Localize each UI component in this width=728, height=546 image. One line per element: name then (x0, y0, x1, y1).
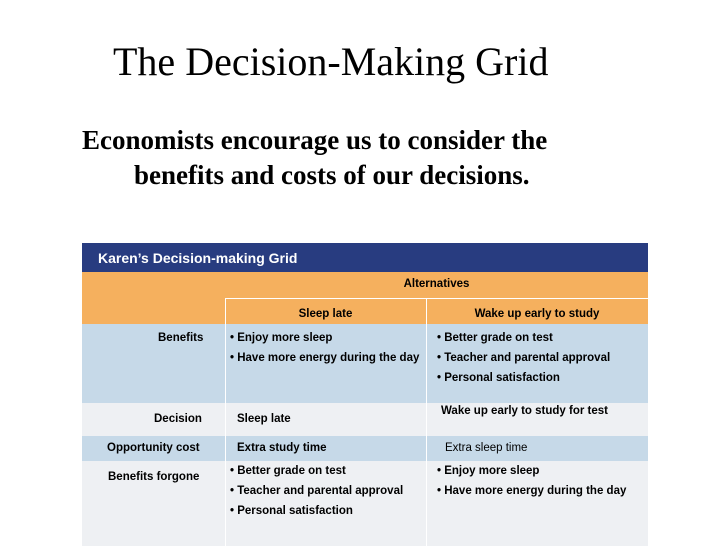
subtitle-line-1: Economists encourage us to consider the (82, 125, 548, 155)
row-benefits-forgone (82, 461, 648, 546)
column-header-wake-up-early: Wake up early to study (474, 308, 600, 320)
decision-grid-table (82, 243, 648, 546)
slide-subtitle (82, 123, 682, 193)
list-item: • Personal satisfaction (230, 505, 353, 517)
slide-title: The Decision-Making Grid (113, 39, 549, 84)
divider (225, 461, 226, 546)
alternatives-label: Alternatives (403, 278, 470, 290)
divider (426, 436, 427, 461)
alternatives-band (82, 272, 648, 324)
forgone-sleep-late (230, 464, 410, 524)
divider (225, 324, 226, 403)
row-opportunity-cost (82, 436, 648, 461)
list-item: • Have more energy during the day (437, 485, 627, 497)
divider (225, 298, 648, 299)
divider (426, 461, 427, 546)
list-item: • Teacher and parental approval (437, 352, 611, 364)
list-item: • Personal satisfaction (437, 372, 560, 384)
benefits-sleep-late (230, 331, 420, 371)
list-item: • Have more energy during the day (230, 352, 420, 364)
row-label-benefits-forgone: Benefits forgone (108, 471, 200, 483)
benefits-wake-up-early (437, 331, 627, 391)
list-item: • Enjoy more sleep (437, 465, 540, 477)
decision-sleep-late: Sleep late (237, 413, 291, 425)
divider (225, 403, 226, 436)
decision-wake-up-early: Wake up early to study for test (441, 405, 608, 417)
opportunity-cost-wake-up-early: Extra sleep time (445, 442, 528, 454)
row-label-opportunity-cost: Opportunity cost (107, 442, 200, 454)
divider (426, 403, 427, 436)
divider (426, 324, 427, 403)
list-item: • Better grade on test (437, 332, 553, 344)
row-label-decision: Decision (154, 413, 202, 425)
grid-header (82, 243, 648, 272)
opportunity-cost-sleep-late: Extra study time (237, 442, 327, 454)
row-label-benefits: Benefits (158, 332, 204, 344)
grid-title: Karen’s Decision-making Grid (98, 250, 298, 266)
list-item: • Better grade on test (230, 465, 346, 477)
subtitle-line-2: benefits and costs of our decisions. (134, 160, 530, 190)
row-decision (82, 403, 648, 436)
column-header-sleep-late: Sleep late (298, 308, 353, 320)
list-item: • Teacher and parental approval (230, 485, 404, 497)
divider (225, 436, 226, 461)
forgone-wake-up-early (437, 464, 647, 504)
list-item: • Enjoy more sleep (230, 332, 333, 344)
row-benefits (82, 324, 648, 403)
